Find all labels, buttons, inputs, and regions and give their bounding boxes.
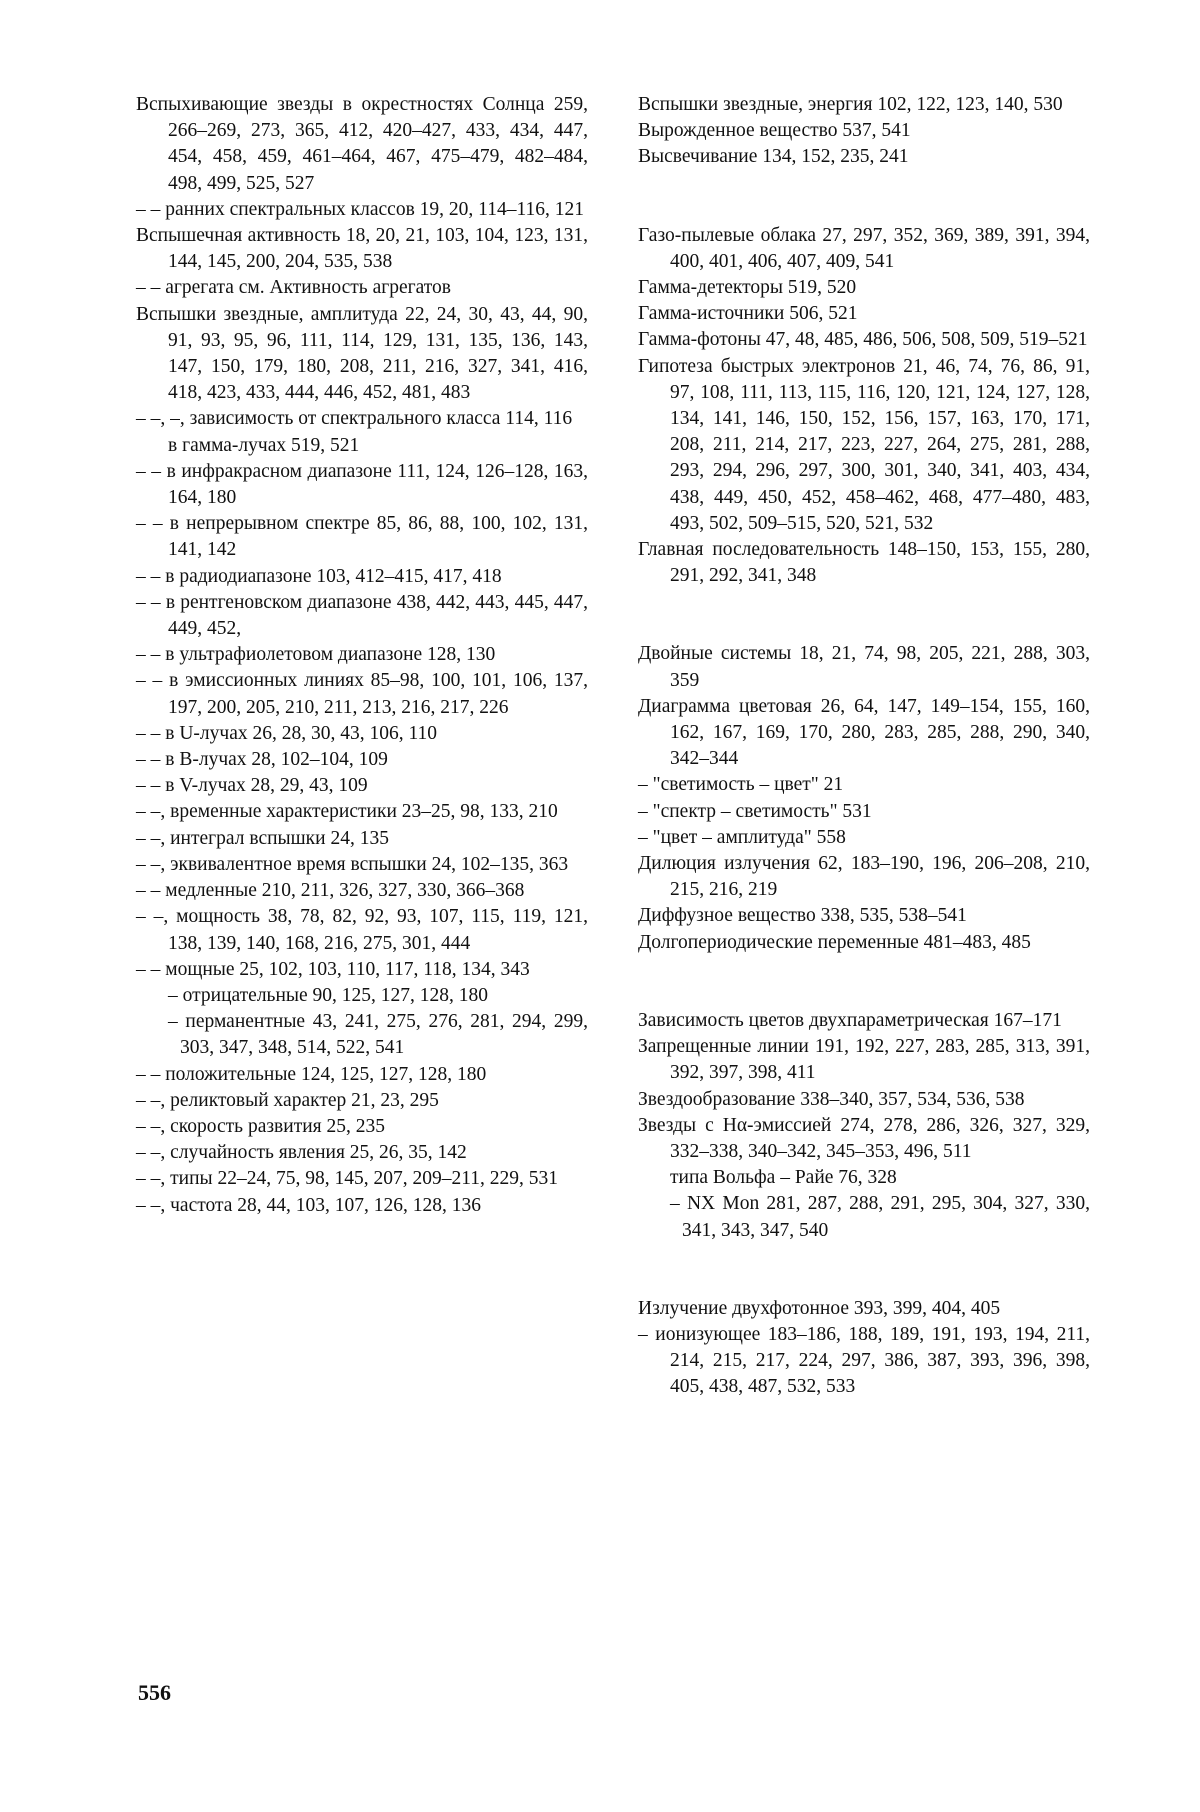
- section-gap: [638, 1244, 1090, 1296]
- index-entry: Звезды с Hα-эмиссией 274, 278, 286, 326, 327, 329, 332–338, 340–342, 345–353, 496, 511: [638, 1114, 1090, 1162]
- section-gap: [638, 589, 1090, 641]
- index-entry: – –, скорость развития 25, 235: [136, 1115, 385, 1137]
- index-entry: – – в инфракрасном диапазоне 111, 124, 126–128, 163, 164, 180: [136, 460, 588, 509]
- index-entry: Высвечивание 134, 152, 235, 241: [638, 146, 909, 168]
- index-entry: – –, типы 22–24, 75, 98, 145, 207, 209–211, 229, 531: [136, 1168, 559, 1190]
- index-entry: Газо-пылевые облака 27, 297, 352, 369, 389, 391, 394, 400, 401, 406, 407, 409, 541: [638, 224, 1090, 272]
- index-entry: Диаграмма цветовая 26, 64, 147, 149–154, 155, 160, 162, 167, 169, 170, 280, 283, 285, 288, 290, 340, 342–344: [638, 695, 1090, 770]
- index-entry: Вспышки звездные, амплитуда 22, 24, 30, 43, 44, 90, 91, 93, 95, 96, 111, 114, 129, 131, 135, 136, 143, 147, 150, 179, 180, 208, 211, 216, 327, 341, 416, 418, 423, 433, 444, 446, 452, 481, 483: [136, 303, 588, 404]
- index-entry: в гамма-лучах 519, 521: [168, 434, 360, 456]
- index-entry: Диффузное вещество 338, 535, 538–541: [638, 905, 967, 927]
- page-number: 556: [138, 1680, 171, 1705]
- index-entry: – – в непрерывном спектре 85, 86, 88, 100, 102, 131, 141, 142: [136, 513, 588, 561]
- index-entry: – "светимость – цвет" 21: [638, 774, 844, 796]
- section-gap: [638, 171, 1090, 223]
- index-entry: Вспыхивающие звезды в окрестностях Солнца 259, 266–269, 273, 365, 412, 420–427, 433, 434, 447, 454, 458, 459, 461–464, 467, 475–479, 482–484, 498, 499, 525, 527: [136, 94, 588, 194]
- index-entry: – ионизующее 183–186, 188, 189, 191, 193, 194, 211, 214, 215, 217, 224, 297, 386, 387, 393, 396, 398, 405, 438, 487, 532, 533: [638, 1323, 1090, 1398]
- index-entry: Вспышечная активность 18, 20, 21, 103, 104, 123, 131, 144, 145, 200, 204, 535, 538: [136, 225, 588, 273]
- index-entry: – перманентные 43, 241, 275, 276, 281, 294, 299, 303, 347, 348, 514, 522, 541: [168, 1011, 588, 1059]
- index-entry: Гамма-источники 506, 521: [638, 303, 858, 325]
- index-column-right: [638, 92, 1090, 1401]
- index-entry: – – в рентгеновском диапазоне 438, 442, 443, 445, 447, 449, 452,: [136, 591, 588, 640]
- index-entry: Звездообразование 338–340, 357, 534, 536, 538: [638, 1088, 1025, 1110]
- index-entry: – NX Mon 281, 287, 288, 291, 295, 304, 327, 330, 341, 343, 347, 540: [670, 1193, 1090, 1241]
- index-entry: – – агрегата см. Активность агрегатов: [136, 277, 451, 299]
- section-gap: [638, 956, 1090, 1008]
- index-entry: – –, интеграл вспышки 24, 135: [136, 827, 389, 849]
- index-column-left: [136, 92, 588, 1219]
- index-entry: – –, мощность 38, 78, 82, 92, 93, 107, 115, 119, 121, 138, 139, 140, 168, 216, 275, 301, 444: [136, 906, 588, 954]
- index-entry: Долгопериодические переменные 481–483, 485: [638, 931, 1031, 953]
- index-entry: Зависимость цветов двухпараметрическая 167–171: [638, 1009, 1062, 1031]
- index-entry: – –, случайность явления 25, 26, 35, 142: [136, 1142, 467, 1164]
- index-entry: Излучение двухфотонное 393, 399, 404, 405: [638, 1297, 1001, 1319]
- index-entry: – – в U-лучах 26, 28, 30, 43, 106, 110: [136, 722, 438, 744]
- index-entry: – – в ультрафиолетовом диапазоне 128, 130: [136, 644, 496, 666]
- index-entry: – – в B-лучах 28, 102–104, 109: [136, 749, 388, 771]
- index-entry: Двойные системы 18, 21, 74, 98, 205, 221, 288, 303, 359: [638, 643, 1090, 691]
- index-entry: – –, эквивалентное время вспышки 24, 102–135, 363: [136, 853, 569, 875]
- index-entry: – – в эмиссионных линиях 85–98, 100, 101, 106, 137, 197, 200, 205, 210, 211, 213, 216, 217, 226: [136, 670, 588, 718]
- index-entry: – – медленные 210, 211, 326, 327, 330, 366–368: [136, 880, 525, 902]
- index-entry: Вспышки звездные, энергия 102, 122, 123, 140, 530: [638, 94, 1063, 115]
- index-entry: Гамма-фотоны 47, 48, 485, 486, 506, 508, 509, 519–521: [638, 329, 1088, 351]
- index-entry: – –, –, зависимость от спектрального класса 114, 116: [136, 408, 573, 430]
- index-entry: Гипотеза быстрых электронов 21, 46, 74, 76, 86, 91, 97, 108, 111, 113, 115, 116, 120, 121, 124, 127, 128, 134, 141, 146, 150, 152, 156, 157, 163, 170, 171, 208, 211, 214, 217, 223, 227, 264, 275, 281, 288, 293, 294, 296, 297, 300, 301, 340, 341, 403, 434, 438, 449, 450, 452, 458–462, 468, 477–480, 483, 493, 502, 509–515, 520, 521, 532: [638, 355, 1090, 534]
- index-entry: – "спектр – светимость" 531: [638, 800, 872, 822]
- index-entry: – – в радиодиапазоне 103, 412–415, 417, 418: [136, 565, 502, 587]
- index-entry: типа Вольфа – Райе 76, 328: [670, 1167, 897, 1189]
- index-entry: Дилюция излучения 62, 183–190, 196, 206–208, 210, 215, 216, 219: [638, 853, 1090, 901]
- index-entry: – –, частота 28, 44, 103, 107, 126, 128, 136: [136, 1194, 482, 1216]
- index-entry: – –, реликтовый характер 21, 23, 295: [136, 1089, 439, 1111]
- index-entry: Запрещенные линии 191, 192, 227, 283, 285, 313, 391, 392, 397, 398, 411: [638, 1036, 1090, 1084]
- index-entry: – "цвет – амплитуда" 558: [638, 826, 846, 848]
- index-entry: Гамма-детекторы 519, 520: [638, 277, 857, 299]
- index-entry: Вырожденное вещество 537, 541: [638, 120, 911, 142]
- index-entry: – – положительные 124, 125, 127, 128, 180: [136, 1063, 487, 1085]
- index-entry: – – в V-лучах 28, 29, 43, 109: [136, 775, 368, 797]
- index-entry: Главная последовательность 148–150, 153, 155, 280, 291, 292, 341, 348: [638, 539, 1090, 587]
- index-entry: – – ранних спектральных классов 19, 20, 114–116, 121: [136, 198, 584, 220]
- index-entry: – – мощные 25, 102, 103, 110, 117, 118, 134, 343: [136, 958, 530, 980]
- index-entry: – –, временные характеристики 23–25, 98, 133, 210: [136, 801, 558, 823]
- index-entry: – отрицательные 90, 125, 127, 128, 180: [168, 984, 489, 1006]
